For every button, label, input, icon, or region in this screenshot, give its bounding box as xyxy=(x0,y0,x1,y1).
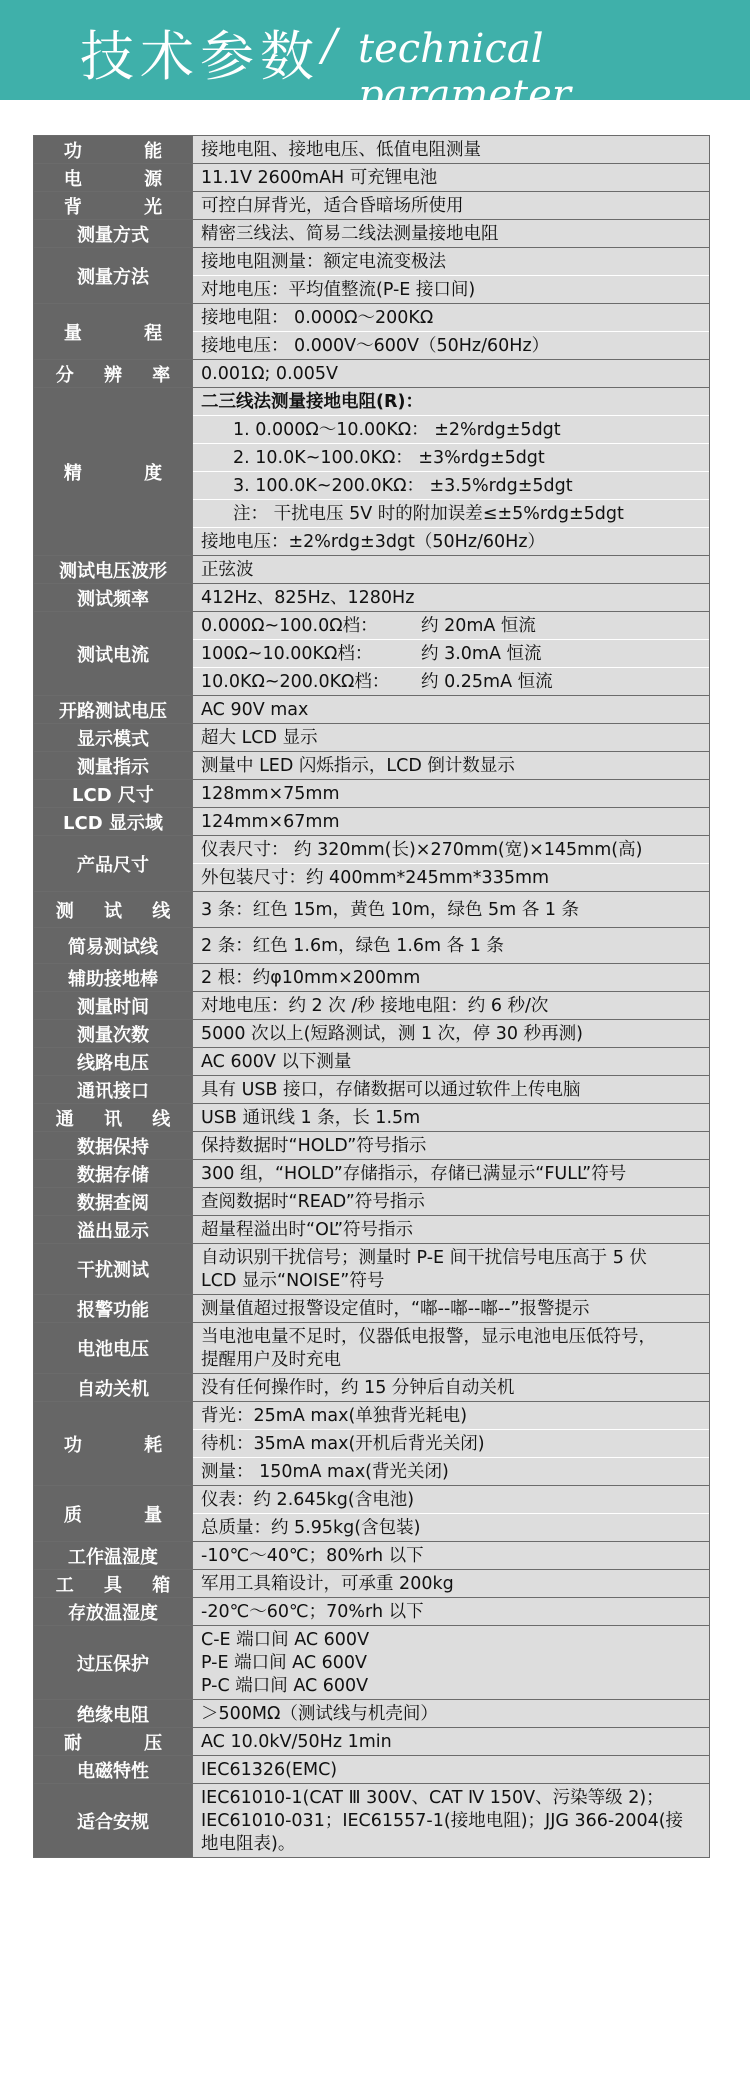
title-slash: / xyxy=(322,20,337,71)
spec-row xyxy=(34,584,710,612)
spec-value: 自动识别干扰信号；测量时 P-E 间干扰信号电压高于 5 伏 LCD 显示“NOISE”符号 xyxy=(193,1244,710,1295)
spec-label: 报警功能 xyxy=(34,1295,193,1323)
spec-row xyxy=(34,136,710,164)
spec-value: 412Hz、825Hz、1280Hz xyxy=(193,584,710,612)
spec-value: 精密三线法、简易二线法测量接地电阻 xyxy=(193,220,710,248)
spec-value: AC 90V max xyxy=(193,696,710,724)
spec-label: 功 能 xyxy=(34,136,193,164)
spec-label: 通 讯 线 xyxy=(34,1104,193,1132)
spec-label: 背 光 xyxy=(34,192,193,220)
spec-value: 300 组，“HOLD”存储指示，存储已满显示“FULL”符号 xyxy=(193,1160,710,1188)
spec-value: 接地电阻、接地电压、低值电阻测量 xyxy=(193,136,710,164)
spec-row xyxy=(34,1132,710,1160)
spec-row xyxy=(34,1244,710,1295)
spec-label: 分 辨 率 xyxy=(34,360,193,388)
spec-label: 简易测试线 xyxy=(34,928,193,964)
spec-label: 开路测试电压 xyxy=(34,696,193,724)
spec-label: 测量指示 xyxy=(34,752,193,780)
spec-row xyxy=(34,248,710,304)
title-banner xyxy=(0,0,750,118)
spec-label: 存放温湿度 xyxy=(34,1598,193,1626)
title-cn: 技术参数 xyxy=(80,25,320,88)
spec-value: 超大 LCD 显示 xyxy=(193,724,710,752)
spec-label: 电 源 xyxy=(34,164,193,192)
spec-row xyxy=(34,360,710,388)
spec-value: 二三线法测量接地电阻(R)： 1. 0.000Ω～10.00KΩ： ±2%rdg±5dgt 2. 10.0K~100.0KΩ： ±3%rdg±5dgt 3. 100.0K~200.0KΩ： ±3.5%rdg±5dgt 注： 干扰电压 5V 时的附加误差≤±5%rdg±5dgt 接地电压：±2%rdg±3dgt（50Hz/60Hz） xyxy=(193,388,710,556)
spec-row xyxy=(34,1756,710,1784)
spec-row xyxy=(34,1700,710,1728)
spec-row xyxy=(34,220,710,248)
spec-row xyxy=(34,388,710,556)
spec-label: 自动关机 xyxy=(34,1374,193,1402)
spec-row xyxy=(34,1188,710,1216)
spec-value: 对地电压：约 2 次 /秒 接地电阻：约 6 秒/次 xyxy=(193,992,710,1020)
spec-label: 功 耗 xyxy=(34,1402,193,1486)
spec-value: USB 通讯线 1 条，长 1.5m xyxy=(193,1104,710,1132)
spec-label: 绝缘电阻 xyxy=(34,1700,193,1728)
spec-row xyxy=(34,1784,710,1858)
spec-value: 正弦波 xyxy=(193,556,710,584)
spec-label: 溢出显示 xyxy=(34,1216,193,1244)
spec-value: 军用工具箱设计，可承重 200kg xyxy=(193,1570,710,1598)
spec-value: IEC61326(EMC) xyxy=(193,1756,710,1784)
spec-label: 数据存储 xyxy=(34,1160,193,1188)
spec-value: 11.1V 2600mAH 可充锂电池 xyxy=(193,164,710,192)
spec-row xyxy=(34,752,710,780)
spec-row xyxy=(34,928,710,964)
spec-row xyxy=(34,612,710,696)
spec-row xyxy=(34,724,710,752)
spec-label: 量 程 xyxy=(34,304,193,360)
spec-value: ＞500MΩ（测试线与机壳间） xyxy=(193,1700,710,1728)
spec-value: 仪表尺寸： 约 320mm(长)×270mm(宽)×145mm(高) 外包装尺寸：约 400mm*245mm*335mm xyxy=(193,836,710,892)
spec-row xyxy=(34,696,710,724)
spec-value: 2 条：红色 1.6m，绿色 1.6m 各 1 条 xyxy=(193,928,710,964)
spec-value: 3 条：红色 15m，黄色 10m，绿色 5m 各 1 条 xyxy=(193,892,710,928)
spec-label: 质 量 xyxy=(34,1486,193,1542)
spec-row xyxy=(34,1048,710,1076)
spec-label: 测试电流 xyxy=(34,612,193,696)
spec-value: 接地电阻： 0.000Ω～200KΩ 接地电压： 0.000V～600V（50Hz/60Hz） xyxy=(193,304,710,360)
spec-row xyxy=(34,1728,710,1756)
spec-label: 工 具 箱 xyxy=(34,1570,193,1598)
spec-row xyxy=(34,1076,710,1104)
spec-label: 通讯接口 xyxy=(34,1076,193,1104)
spec-row xyxy=(34,1542,710,1570)
spec-value: 具有 USB 接口，存储数据可以通过软件上传电脑 xyxy=(193,1076,710,1104)
spec-value: 接地电阻测量：额定电流变极法 对地电压：平均值整流(P-E 接口间) xyxy=(193,248,710,304)
spec-row xyxy=(34,1402,710,1486)
spec-value: 0.001Ω; 0.005V xyxy=(193,360,710,388)
spec-label: 数据查阅 xyxy=(34,1188,193,1216)
spec-value: -10℃～40℃；80%rh 以下 xyxy=(193,1542,710,1570)
spec-value: 背光：25mA max(单独背光耗电) 待机：35mA max(开机后背光关闭) 测量： 150mA max(背光关闭) xyxy=(193,1402,710,1486)
spec-row xyxy=(34,1374,710,1402)
spec-value: 128mm×75mm xyxy=(193,780,710,808)
spec-value: 2 根：约φ10mm×200mm xyxy=(193,964,710,992)
spec-label: 辅助接地棒 xyxy=(34,964,193,992)
spec-label: 测量时间 xyxy=(34,992,193,1020)
spec-label: 测量方式 xyxy=(34,220,193,248)
spec-row xyxy=(34,556,710,584)
spec-label: 测试电压波形 xyxy=(34,556,193,584)
spec-row xyxy=(34,1486,710,1542)
spec-label: 精 度 xyxy=(34,388,193,556)
spec-row xyxy=(34,1626,710,1700)
spec-row xyxy=(34,304,710,360)
spec-value: 超量程溢出时“OL”符号指示 xyxy=(193,1216,710,1244)
spec-value: 5000 次以上(短路测试，测 1 次，停 30 秒再测) xyxy=(193,1020,710,1048)
spec-label: 数据保持 xyxy=(34,1132,193,1160)
spec-row xyxy=(34,1295,710,1323)
spec-row xyxy=(34,1160,710,1188)
spec-value: 测量值超过报警设定值时，“嘟--嘟--嘟--”报警提示 xyxy=(193,1295,710,1323)
spec-value: IEC61010-1(CAT Ⅲ 300V、CAT Ⅳ 150V、污染等级 2)； IEC61010-031；IEC61557-1(接地电阻)；JJG 366-2004(接 地电阻表)。 xyxy=(193,1784,710,1858)
spec-row xyxy=(34,1104,710,1132)
spec-value: 124mm×67mm xyxy=(193,808,710,836)
spec-row xyxy=(34,780,710,808)
spec-label: 测量方法 xyxy=(34,248,193,304)
spec-label: LCD 尺寸 xyxy=(34,780,193,808)
spec-row xyxy=(34,808,710,836)
spec-label: 电磁特性 xyxy=(34,1756,193,1784)
spec-value: 当电池电量不足时，仪器低电报警，显示电池电压低符号， 提醒用户及时充电 xyxy=(193,1323,710,1374)
spec-label: 过压保护 xyxy=(34,1626,193,1700)
spec-label: 测试频率 xyxy=(34,584,193,612)
spec-value: C-E 端口间 AC 600V P-E 端口间 AC 600V P-C 端口间 AC 600V xyxy=(193,1626,710,1700)
spec-row xyxy=(34,836,710,892)
spec-label: 测量次数 xyxy=(34,1020,193,1048)
spec-value: 测量中 LED 闪烁指示，LCD 倒计数显示 xyxy=(193,752,710,780)
spec-value: 没有任何操作时，约 15 分钟后自动关机 xyxy=(193,1374,710,1402)
spec-row xyxy=(34,164,710,192)
spec-label: 干扰测试 xyxy=(34,1244,193,1295)
spec-value: 查阅数据时“READ”符号指示 xyxy=(193,1188,710,1216)
spec-label: 线路电压 xyxy=(34,1048,193,1076)
spec-label: 适合安规 xyxy=(34,1784,193,1858)
spec-row xyxy=(34,1598,710,1626)
spec-value: 0.000Ω~100.0Ω档： 约 20mA 恒流 100Ω~10.00KΩ档： 约 3.0mA 恒流 10.0KΩ~200.0KΩ档： 约 0.25mA 恒流 xyxy=(193,612,710,696)
spec-label: 工作温湿度 xyxy=(34,1542,193,1570)
spec-row xyxy=(34,992,710,1020)
spec-value: 保持数据时“HOLD”符号指示 xyxy=(193,1132,710,1160)
spec-row xyxy=(34,964,710,992)
spec-label: 显示模式 xyxy=(34,724,193,752)
spec-label: LCD 显示域 xyxy=(34,808,193,836)
spec-row xyxy=(34,1020,710,1048)
spec-label: 电池电压 xyxy=(34,1323,193,1374)
spec-table xyxy=(33,135,710,1858)
spec-label: 产品尺寸 xyxy=(34,836,193,892)
spec-value: AC 600V 以下测量 xyxy=(193,1048,710,1076)
title-en: technical parameter xyxy=(358,26,571,118)
spec-row xyxy=(34,892,710,928)
spec-row xyxy=(34,1216,710,1244)
spec-value: 可控白屏背光，适合昏暗场所使用 xyxy=(193,192,710,220)
spec-label: 耐 压 xyxy=(34,1728,193,1756)
spec-value: -20℃～60℃；70%rh 以下 xyxy=(193,1598,710,1626)
spec-value: 仪表：约 2.645kg(含电池) 总质量：约 5.95kg(含包装) xyxy=(193,1486,710,1542)
spec-value: AC 10.0kV/50Hz 1min xyxy=(193,1728,710,1756)
spec-label: 测 试 线 xyxy=(34,892,193,928)
spec-row xyxy=(34,192,710,220)
spec-row xyxy=(34,1570,710,1598)
spec-row xyxy=(34,1323,710,1374)
